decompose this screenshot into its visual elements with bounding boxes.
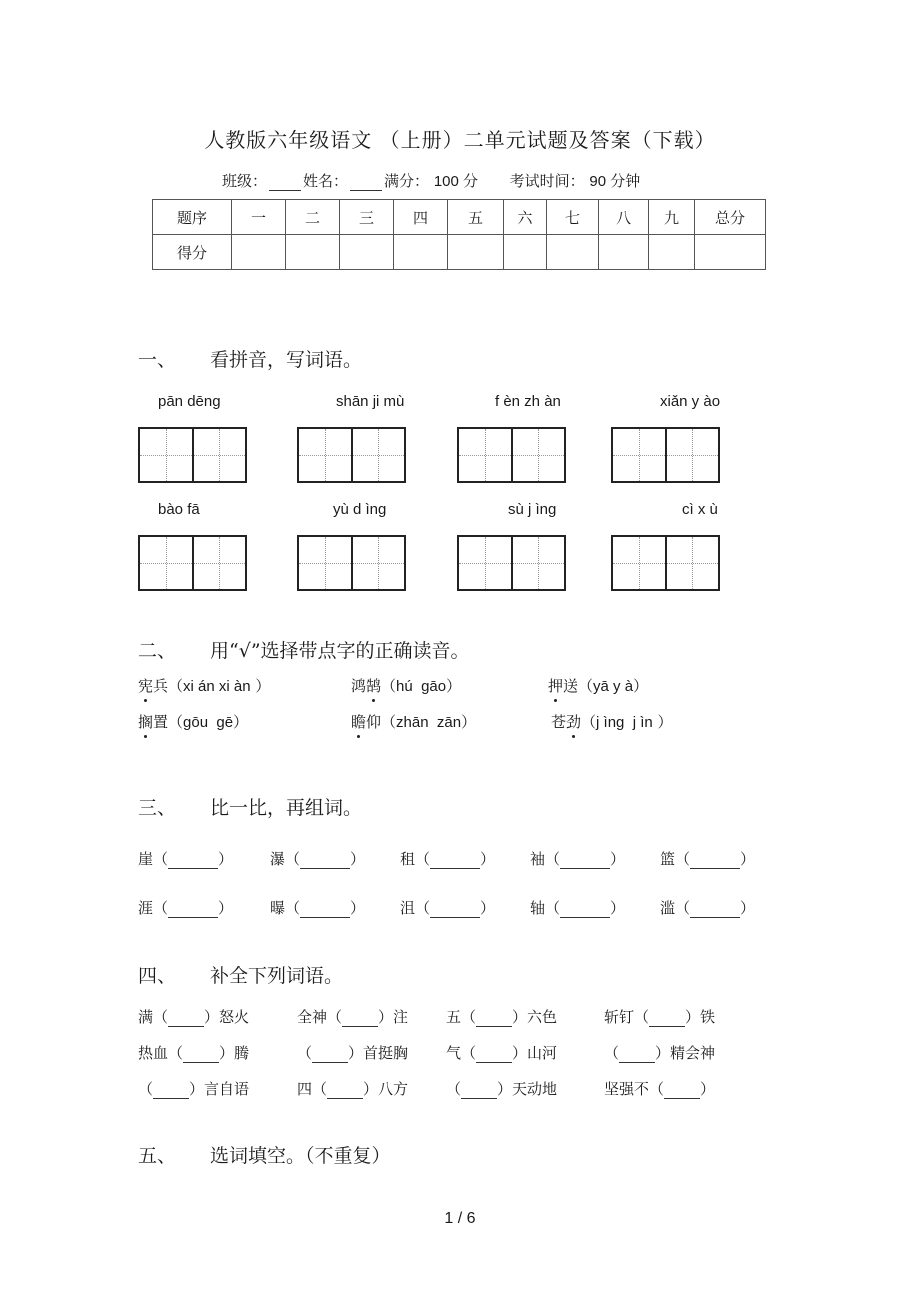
character: 租 xyxy=(400,850,416,868)
idiom-prefix: （ xyxy=(604,1044,620,1062)
idiom-suffix: ）山河 xyxy=(512,1044,558,1062)
score-input-cell[interactable] xyxy=(599,235,649,270)
paren-close: ） xyxy=(233,713,249,731)
compare-item[interactable]: 滥（ ） xyxy=(660,899,756,917)
section-number: 三、 xyxy=(138,797,177,819)
idiom-item[interactable] xyxy=(446,1042,557,1063)
time-label: 考试时间： xyxy=(509,172,585,190)
name-label: 姓名： xyxy=(303,172,349,190)
class-label: 班级： xyxy=(222,172,268,190)
table-cell: 总分 xyxy=(695,200,766,235)
writing-grid[interactable] xyxy=(611,535,720,591)
answer-blank[interactable] xyxy=(649,1012,685,1027)
compare-item[interactable]: 沮（ ） xyxy=(400,899,496,917)
table-cell: 五 xyxy=(448,200,504,235)
compare-item[interactable]: 瀑（ ） xyxy=(270,850,366,868)
reading-choice-item[interactable] xyxy=(351,711,476,732)
word-part: （ xyxy=(581,713,597,731)
answer-blank[interactable] xyxy=(461,1084,497,1099)
page-number: 1 / 6 xyxy=(444,1210,476,1227)
score-input-cell[interactable] xyxy=(394,235,448,270)
dotted-character: 鹄 xyxy=(366,677,382,695)
class-blank[interactable] xyxy=(269,176,301,191)
pinyin-label: cì x ù xyxy=(682,501,718,518)
idiom-suffix: ）精会神 xyxy=(655,1044,716,1062)
idiom-item[interactable] xyxy=(604,1006,715,1027)
character: 篮 xyxy=(660,850,676,868)
idiom-item[interactable] xyxy=(297,1006,408,1027)
idiom-prefix: 满（ xyxy=(138,1008,169,1026)
section-3-heading xyxy=(138,793,362,820)
answer-blank[interactable] xyxy=(153,1084,189,1099)
pinyin-label: xiǎn y ào xyxy=(660,393,721,410)
score-input-cell[interactable] xyxy=(232,235,286,270)
idiom-prefix: （ xyxy=(446,1080,462,1098)
pinyin-label: sù j ìng xyxy=(508,501,557,518)
compare-item[interactable]: 涯（ ） xyxy=(138,899,234,917)
exam-meta xyxy=(222,170,640,191)
idiom-suffix: ） xyxy=(700,1080,716,1098)
reading-choice-item[interactable] xyxy=(351,675,461,696)
pinyin-options[interactable]: gōu gē xyxy=(183,714,234,731)
answer-blank[interactable] xyxy=(342,1012,378,1027)
idiom-item[interactable] xyxy=(446,1078,557,1099)
score-table xyxy=(152,199,766,270)
character: 崖 xyxy=(138,850,154,868)
table-cell: 得分 xyxy=(153,235,232,270)
character: 曝 xyxy=(270,899,286,917)
word-part: （ xyxy=(381,677,397,695)
score-table-header-row xyxy=(153,200,766,235)
word-part: 兵（ xyxy=(153,677,184,695)
reading-choice-item[interactable] xyxy=(551,711,673,732)
answer-blank[interactable] xyxy=(327,1084,363,1099)
idiom-item[interactable] xyxy=(604,1078,715,1099)
answer-blank[interactable] xyxy=(560,903,610,918)
idiom-item[interactable] xyxy=(297,1042,408,1063)
paren-close: ） xyxy=(461,713,477,731)
score-input-cell[interactable] xyxy=(649,235,695,270)
idiom-suffix: ）言自语 xyxy=(189,1080,250,1098)
section-title: 比一比，再组词。 xyxy=(210,797,363,819)
idiom-item[interactable] xyxy=(604,1042,715,1063)
pinyin-label: yù d ìng xyxy=(333,501,387,518)
full-score-label: 满分： xyxy=(384,172,430,190)
section-1-heading xyxy=(138,345,362,372)
pinyin-options[interactable]: j ìng j ìn xyxy=(596,714,653,731)
idiom-item[interactable] xyxy=(138,1042,249,1063)
character: 滥 xyxy=(660,899,676,917)
idiom-suffix: ）铁 xyxy=(685,1008,716,1026)
word-part: 苍 xyxy=(551,713,567,731)
idiom-prefix: （ xyxy=(138,1080,154,1098)
idiom-prefix: （ xyxy=(297,1044,313,1062)
section-title: 补全下列词语。 xyxy=(210,965,344,987)
answer-blank[interactable] xyxy=(476,1012,512,1027)
character: 涯 xyxy=(138,899,154,917)
table-cell: 七 xyxy=(547,200,599,235)
paren-close: ） xyxy=(633,677,649,695)
pinyin-options[interactable]: yā y à xyxy=(593,678,634,695)
reading-choice-item[interactable] xyxy=(138,711,248,732)
table-cell: 一 xyxy=(232,200,286,235)
answer-blank[interactable] xyxy=(476,1048,512,1063)
answer-blank[interactable] xyxy=(430,903,480,918)
word-part: 仰（ xyxy=(366,713,397,731)
writing-grid[interactable] xyxy=(297,427,406,483)
idiom-suffix: ）腾 xyxy=(219,1044,250,1062)
full-score-value: 100 分 xyxy=(433,173,479,190)
idiom-suffix: ）六色 xyxy=(512,1008,558,1026)
time-value: 90 分钟 xyxy=(589,173,641,190)
section-number: 四、 xyxy=(138,965,177,987)
table-cell: 六 xyxy=(504,200,547,235)
answer-blank[interactable] xyxy=(300,903,350,918)
idiom-item[interactable] xyxy=(297,1078,408,1099)
idiom-suffix: ）首挺胸 xyxy=(348,1044,409,1062)
compare-item[interactable]: 轴（ ） xyxy=(530,899,626,917)
idiom-prefix: 四（ xyxy=(297,1080,328,1098)
answer-blank[interactable] xyxy=(312,1048,348,1063)
dotted-character: 瞻 xyxy=(351,713,367,731)
table-cell: 八 xyxy=(599,200,649,235)
character: 袖 xyxy=(530,850,546,868)
idiom-prefix: 气（ xyxy=(446,1044,477,1062)
score-table-score-row xyxy=(153,235,766,270)
character: 轴 xyxy=(530,899,546,917)
character: 沮 xyxy=(400,899,416,917)
idiom-item[interactable] xyxy=(138,1006,249,1027)
writing-grid[interactable] xyxy=(297,535,406,591)
pinyin-options[interactable]: zhān zān xyxy=(396,714,462,731)
section-title: 用“√”选择带点字的正确读音。 xyxy=(210,640,470,662)
score-input-cell[interactable] xyxy=(286,235,340,270)
section-number: 二、 xyxy=(138,640,177,662)
score-input-cell[interactable] xyxy=(695,235,766,270)
score-input-cell[interactable] xyxy=(448,235,504,270)
name-blank[interactable] xyxy=(350,176,382,191)
writing-grid[interactable] xyxy=(138,535,247,591)
section-number: 五、 xyxy=(138,1145,177,1167)
section-number: 一、 xyxy=(138,349,177,371)
compare-item[interactable]: 篮（ ） xyxy=(660,850,756,868)
writing-grid[interactable] xyxy=(138,427,247,483)
compare-item[interactable]: 租（ ） xyxy=(400,850,496,868)
word-part: 鸿 xyxy=(351,677,367,695)
compare-item[interactable]: 崖（ ） xyxy=(138,850,234,868)
idiom-suffix: ）注 xyxy=(378,1008,409,1026)
dotted-character: 搁 xyxy=(138,713,154,731)
table-cell: 三 xyxy=(340,200,394,235)
paren-close: ） xyxy=(250,677,271,695)
pinyin-options[interactable]: hú gāo xyxy=(396,678,447,695)
idiom-suffix: ）八方 xyxy=(363,1080,409,1098)
table-cell: 题序 xyxy=(153,200,232,235)
pinyin-label: bào fā xyxy=(158,501,200,518)
idiom-prefix: 热血（ xyxy=(138,1044,184,1062)
score-input-cell[interactable] xyxy=(340,235,394,270)
dotted-character: 押 xyxy=(548,677,564,695)
answer-blank[interactable] xyxy=(619,1048,655,1063)
table-cell: 九 xyxy=(649,200,695,235)
idiom-prefix: 五（ xyxy=(446,1008,477,1026)
answer-blank[interactable] xyxy=(664,1084,700,1099)
section-2-heading xyxy=(138,636,470,663)
table-cell: 二 xyxy=(286,200,340,235)
table-cell: 四 xyxy=(394,200,448,235)
answer-blank[interactable] xyxy=(690,854,740,869)
answer-blank[interactable] xyxy=(168,854,218,869)
document-title: 人教版六年级语文 （上册）二单元试题及答案（下载） xyxy=(204,128,716,152)
section-5-heading xyxy=(138,1141,391,1168)
reading-choice-item[interactable] xyxy=(138,675,270,696)
section-4-heading xyxy=(138,961,343,988)
word-part: 送（ xyxy=(563,677,594,695)
dotted-character: 宪 xyxy=(138,677,154,695)
pinyin-label: pān dēng xyxy=(158,393,221,410)
answer-blank[interactable] xyxy=(300,854,350,869)
reading-choice-item[interactable] xyxy=(548,675,648,696)
pinyin-label: shān ji mù xyxy=(336,393,405,410)
answer-blank[interactable] xyxy=(430,854,480,869)
score-input-cell[interactable] xyxy=(504,235,547,270)
answer-blank[interactable] xyxy=(183,1048,219,1063)
word-part: 置（ xyxy=(153,713,184,731)
compare-item[interactable]: 袖（ ） xyxy=(530,850,626,868)
dotted-character: 劲 xyxy=(566,713,582,731)
idiom-item[interactable] xyxy=(446,1006,557,1027)
answer-blank[interactable] xyxy=(560,854,610,869)
writing-grid[interactable] xyxy=(457,427,566,483)
idiom-prefix: 斩钉（ xyxy=(604,1008,650,1026)
writing-grid[interactable] xyxy=(457,535,566,591)
idiom-prefix: 坚强不（ xyxy=(604,1080,665,1098)
idiom-suffix: ）怒火 xyxy=(204,1008,250,1026)
section-title: 选词填空。（不重复） xyxy=(210,1145,391,1167)
paren-close: ） xyxy=(446,677,462,695)
idiom-item[interactable] xyxy=(138,1078,249,1099)
answer-blank[interactable] xyxy=(168,903,218,918)
score-input-cell[interactable] xyxy=(547,235,599,270)
compare-item[interactable]: 曝（ ） xyxy=(270,899,366,917)
writing-grid[interactable] xyxy=(611,427,720,483)
pinyin-label: f èn zh àn xyxy=(495,393,561,410)
section-title: 看拼音，写词语。 xyxy=(210,349,363,371)
idiom-prefix: 全神（ xyxy=(297,1008,343,1026)
answer-blank[interactable] xyxy=(168,1012,204,1027)
pinyin-options[interactable]: xi án xi àn xyxy=(183,678,251,695)
answer-blank[interactable] xyxy=(690,903,740,918)
paren-close: ） xyxy=(652,713,673,731)
idiom-suffix: ）天动地 xyxy=(497,1080,558,1098)
character: 瀑 xyxy=(270,850,286,868)
